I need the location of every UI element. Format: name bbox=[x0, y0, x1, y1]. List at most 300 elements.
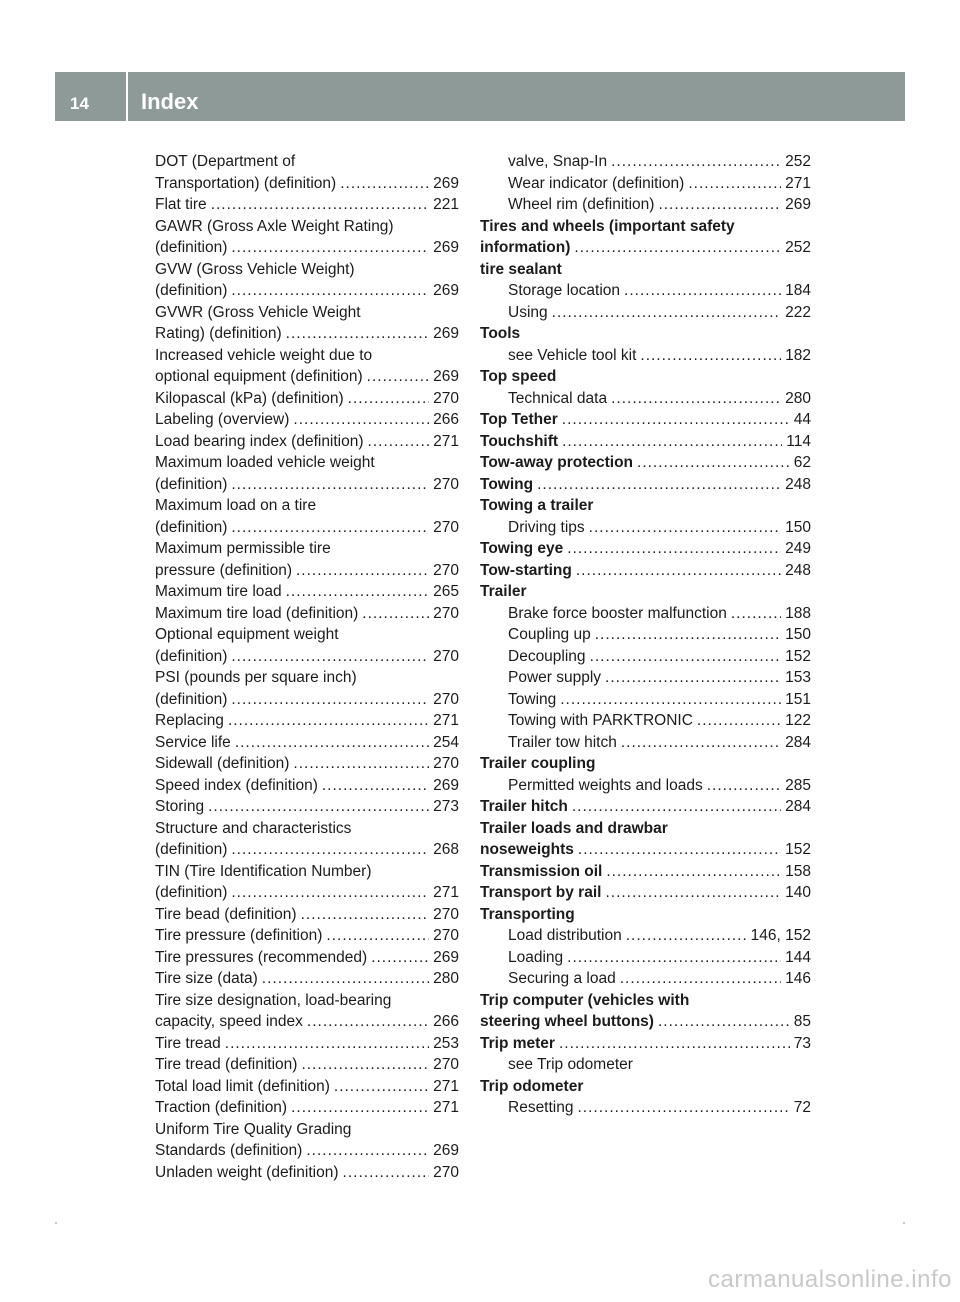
entry-term: Securing a load bbox=[508, 970, 616, 987]
dot-leader bbox=[306, 1140, 429, 1162]
entry-term: Load bearing index (definition) bbox=[155, 432, 364, 450]
entry-line bbox=[155, 194, 459, 216]
entry-term: (definition) bbox=[155, 239, 228, 256]
index-entry bbox=[480, 280, 811, 302]
entry-page: 270 bbox=[433, 647, 459, 665]
entry-page: 271 bbox=[433, 884, 459, 901]
entry-text-line: Trailer loads and drawbar bbox=[480, 819, 668, 837]
entry-line bbox=[155, 560, 459, 582]
entry-page: 271 bbox=[433, 432, 459, 450]
index-entry bbox=[480, 861, 811, 883]
entry-term: Maximum tire load (definition) bbox=[155, 604, 359, 622]
entry-text-line: Tools bbox=[480, 325, 521, 342]
entry-line bbox=[480, 560, 811, 582]
dot-leader bbox=[334, 1076, 429, 1098]
entry-line bbox=[480, 302, 811, 324]
dot-leader bbox=[231, 474, 429, 496]
entry-term: Trip meter bbox=[480, 1034, 555, 1052]
index-entry bbox=[480, 216, 811, 259]
index-entry bbox=[480, 947, 811, 969]
entry-page: 271 bbox=[433, 1099, 459, 1116]
entry-page: 188 bbox=[785, 604, 811, 622]
dot-leader bbox=[572, 796, 781, 818]
entry-page: 254 bbox=[433, 733, 459, 751]
entry-term: Traction (definition) bbox=[155, 1099, 288, 1116]
entry-line bbox=[155, 474, 459, 496]
index-entry bbox=[480, 796, 811, 818]
dot-leader bbox=[340, 173, 429, 195]
entry-line bbox=[155, 517, 459, 539]
entry-page: 270 bbox=[433, 561, 459, 579]
entry-term: valve, Snap-In bbox=[508, 153, 608, 170]
entry-line bbox=[155, 925, 459, 947]
entry-term: pressure (definition) bbox=[155, 561, 292, 579]
dot-leader bbox=[560, 689, 781, 711]
index-entry bbox=[480, 882, 811, 904]
entry-line bbox=[480, 173, 811, 195]
index-entry bbox=[155, 624, 459, 667]
index-entry bbox=[480, 603, 811, 625]
dot-leader bbox=[611, 388, 781, 410]
index-entry bbox=[155, 947, 459, 969]
entry-page: 184 bbox=[785, 282, 811, 299]
index-entry bbox=[480, 366, 811, 388]
entry-line bbox=[480, 624, 811, 646]
index-entry bbox=[155, 581, 459, 603]
entry-line bbox=[480, 603, 811, 625]
entry-line bbox=[155, 1076, 459, 1098]
entry-page: 72 bbox=[793, 1099, 811, 1116]
entry-line bbox=[480, 689, 811, 711]
index-entry bbox=[480, 925, 811, 947]
entry-text-line: Uniform Tire Quality Grading bbox=[155, 1120, 352, 1138]
entry-page: 150 bbox=[785, 518, 811, 536]
index-entry bbox=[480, 1033, 811, 1055]
entry-page: 269 bbox=[433, 776, 459, 794]
entry-term: Storage location bbox=[508, 282, 621, 299]
index-entry bbox=[155, 925, 459, 947]
entry-page: 280 bbox=[433, 970, 459, 987]
entry-term: Trailer hitch bbox=[480, 798, 568, 815]
entry-term: Towing bbox=[508, 690, 557, 708]
entry-page: 152 bbox=[785, 647, 811, 665]
dot-leader bbox=[286, 323, 429, 345]
entry-line bbox=[155, 689, 459, 711]
entry-line bbox=[480, 452, 811, 474]
dot-leader bbox=[589, 517, 781, 539]
dot-leader bbox=[576, 560, 781, 582]
entry-page: 122 bbox=[785, 712, 811, 729]
index-entry bbox=[155, 345, 459, 388]
index-entry bbox=[480, 1054, 811, 1076]
entry-page: 269 bbox=[433, 948, 459, 966]
dot-leader bbox=[368, 431, 430, 453]
entry-term: Sidewall (definition) bbox=[155, 755, 290, 772]
entry-page: 151 bbox=[785, 690, 811, 708]
dot-leader bbox=[697, 710, 781, 732]
entry-page: 270 bbox=[433, 475, 459, 493]
entry-page: 266 bbox=[433, 411, 459, 428]
dot-leader bbox=[707, 775, 781, 797]
index-entry bbox=[480, 624, 811, 646]
entry-line bbox=[155, 904, 459, 926]
dot-leader bbox=[231, 280, 429, 302]
index-entry bbox=[480, 581, 811, 603]
index-entry bbox=[480, 431, 811, 453]
entry-page: 271 bbox=[433, 712, 459, 729]
entry-term: Trailer tow hitch bbox=[508, 733, 617, 751]
entry-text-line: PSI (pounds per square inch) bbox=[155, 669, 357, 686]
entry-term: Coupling up bbox=[508, 626, 591, 643]
entry-term: Technical data bbox=[508, 389, 608, 407]
entry-page: 44 bbox=[793, 411, 811, 428]
section-title: Index bbox=[141, 89, 199, 114]
entry-line bbox=[480, 775, 811, 797]
index-entry bbox=[480, 259, 811, 281]
dot-leader bbox=[640, 345, 781, 367]
entry-text-line: Optional equipment weight bbox=[155, 626, 339, 643]
corner-mark bbox=[903, 1222, 905, 1224]
index-entry bbox=[480, 818, 811, 861]
entry-text-line: Tires and wheels (important safety bbox=[480, 217, 735, 235]
index-entry bbox=[155, 904, 459, 926]
entry-term: Total load limit (definition) bbox=[155, 1077, 330, 1095]
dot-leader bbox=[211, 194, 429, 216]
entry-term: Tire size (data) bbox=[155, 970, 258, 987]
dot-leader bbox=[552, 302, 781, 324]
index-entry bbox=[155, 302, 459, 345]
index-entry bbox=[480, 194, 811, 216]
entry-page: 253 bbox=[433, 1034, 459, 1052]
dot-leader bbox=[624, 280, 781, 302]
dot-leader bbox=[225, 1033, 429, 1055]
entry-text-line: Maximum permissible tire bbox=[155, 540, 331, 557]
entry-page: 269 bbox=[433, 325, 459, 342]
entry-term: Service life bbox=[155, 733, 231, 751]
entry-text-line: Top speed bbox=[480, 368, 557, 385]
index-entry bbox=[480, 968, 811, 990]
index-entry bbox=[155, 259, 459, 302]
index-entry bbox=[155, 818, 459, 861]
entry-term: steering wheel buttons) bbox=[480, 1013, 654, 1030]
entry-term: Towing bbox=[480, 475, 534, 493]
entry-page: 270 bbox=[433, 690, 459, 708]
entry-term: Kilopascal (kPa) (definition) bbox=[155, 389, 344, 407]
entry-text-line: GVW (Gross Vehicle Weight) bbox=[155, 260, 355, 278]
index-entry bbox=[155, 667, 459, 710]
dot-leader bbox=[286, 581, 430, 603]
entry-text-line: Transporting bbox=[480, 905, 575, 923]
entry-page: 152 bbox=[785, 841, 811, 858]
index-entry bbox=[155, 495, 459, 538]
index-entry bbox=[480, 646, 811, 668]
entry-page: 270 bbox=[433, 905, 459, 923]
entry-page: 146, 152 bbox=[750, 927, 811, 944]
entry-page: 158 bbox=[785, 862, 811, 880]
entry-term: Unladen weight (definition) bbox=[155, 1163, 339, 1181]
entry-page: 280 bbox=[785, 389, 811, 407]
dot-leader bbox=[577, 1097, 789, 1119]
entry-text-line: DOT (Department of bbox=[155, 153, 296, 170]
entry-line bbox=[155, 968, 459, 990]
entry-page: 221 bbox=[433, 196, 459, 213]
entry-term: Tire pressure (definition) bbox=[155, 927, 323, 944]
entry-term: Tire pressures (recommended) bbox=[155, 948, 368, 966]
index-entry bbox=[155, 216, 459, 259]
index-entry bbox=[155, 151, 459, 194]
index-entry bbox=[155, 968, 459, 990]
entry-line bbox=[155, 323, 459, 345]
entry-line bbox=[155, 947, 459, 969]
dot-leader bbox=[595, 624, 781, 646]
entry-page: 266 bbox=[433, 1013, 459, 1030]
index-entry bbox=[155, 775, 459, 797]
entry-text-line: Maximum load on a tire bbox=[155, 497, 317, 514]
entry-term: Transmission oil bbox=[480, 862, 603, 880]
dot-leader bbox=[231, 882, 429, 904]
entry-text-line: Tire size designation, load-bearing bbox=[155, 991, 392, 1009]
entry-text-line: Structure and characteristics bbox=[155, 819, 352, 837]
entry-text-line: Trip odometer bbox=[480, 1077, 584, 1095]
entry-page: 269 bbox=[785, 196, 811, 213]
entry-term: Resetting bbox=[508, 1099, 574, 1116]
index-entry bbox=[480, 904, 811, 926]
entry-term: Labeling (overview) bbox=[155, 411, 290, 428]
dot-leader bbox=[606, 861, 781, 883]
entry-term: Tow-away protection bbox=[480, 454, 634, 471]
entry-term: Maximum tire load bbox=[155, 583, 282, 600]
dot-leader bbox=[231, 517, 429, 539]
dot-leader bbox=[731, 603, 781, 625]
index-entry bbox=[480, 538, 811, 560]
entry-line bbox=[480, 947, 811, 969]
entry-page: 270 bbox=[433, 755, 459, 772]
index-entry bbox=[480, 990, 811, 1033]
index-entry bbox=[155, 431, 459, 453]
dot-leader bbox=[688, 173, 781, 195]
index-entry bbox=[480, 517, 811, 539]
entry-term: see Vehicle tool kit bbox=[508, 346, 637, 364]
entry-page: 62 bbox=[793, 454, 811, 471]
entry-line bbox=[480, 925, 811, 947]
entry-page: 248 bbox=[785, 475, 811, 493]
entry-text-line: see Trip odometer bbox=[508, 1056, 633, 1073]
entry-line bbox=[155, 732, 459, 754]
dot-leader bbox=[326, 925, 429, 947]
index-entry bbox=[480, 667, 811, 689]
index-entry bbox=[155, 603, 459, 625]
index-entry bbox=[480, 1097, 811, 1119]
entry-term: Speed index (definition) bbox=[155, 776, 318, 794]
entry-term: Permitted weights and loads bbox=[508, 776, 703, 794]
entry-line bbox=[480, 710, 811, 732]
entry-page: 182 bbox=[785, 346, 811, 364]
index-entry bbox=[480, 495, 811, 517]
entry-text-line: GVWR (Gross Vehicle Weight bbox=[155, 303, 361, 321]
index-entry bbox=[155, 861, 459, 904]
entry-line bbox=[155, 280, 459, 302]
index-entry bbox=[155, 990, 459, 1033]
index-column-right bbox=[480, 151, 811, 1119]
dot-leader bbox=[293, 409, 429, 431]
entry-page: 252 bbox=[785, 153, 811, 170]
index-entry bbox=[155, 1033, 459, 1055]
entry-term: Top Tether bbox=[480, 411, 558, 428]
entry-page: 140 bbox=[785, 884, 811, 901]
entry-page: 270 bbox=[433, 518, 459, 536]
entry-line bbox=[480, 1033, 811, 1055]
entry-line bbox=[155, 1097, 459, 1119]
dot-leader bbox=[574, 237, 781, 259]
dot-leader bbox=[637, 452, 790, 474]
index-entry bbox=[480, 689, 811, 711]
index-entry bbox=[155, 388, 459, 410]
dot-leader bbox=[621, 732, 781, 754]
entry-term: optional equipment (definition) bbox=[155, 368, 363, 385]
dot-leader bbox=[293, 753, 429, 775]
entry-term: Transportation) (definition) bbox=[155, 174, 337, 192]
entry-text-line: TIN (Tire Identification Number) bbox=[155, 862, 372, 880]
entry-page: 153 bbox=[785, 669, 811, 686]
index-entry bbox=[480, 345, 811, 367]
entry-term: Transport by rail bbox=[480, 884, 602, 901]
index-entry bbox=[480, 452, 811, 474]
entry-page: 146 bbox=[785, 970, 811, 987]
entry-term: Replacing bbox=[155, 712, 224, 729]
entry-page: 285 bbox=[785, 776, 811, 794]
dot-leader bbox=[537, 474, 781, 496]
watermark: carmanualsonline.info bbox=[708, 1266, 952, 1293]
dot-leader bbox=[262, 968, 429, 990]
entry-line bbox=[155, 710, 459, 732]
dot-leader bbox=[231, 646, 429, 668]
entry-page: 273 bbox=[433, 798, 459, 815]
entry-page: 222 bbox=[785, 303, 811, 321]
dot-leader bbox=[562, 431, 782, 453]
dot-leader bbox=[567, 947, 781, 969]
index-entry bbox=[480, 302, 811, 324]
entry-line bbox=[155, 603, 459, 625]
entry-term: Standards (definition) bbox=[155, 1142, 303, 1159]
entry-line bbox=[155, 388, 459, 410]
entry-term: Wear indicator (definition) bbox=[508, 174, 685, 192]
dot-leader bbox=[590, 646, 782, 668]
dot-leader bbox=[658, 194, 781, 216]
index-entry bbox=[480, 753, 811, 775]
entry-page: 252 bbox=[785, 239, 811, 256]
entry-page: 270 bbox=[433, 1163, 459, 1181]
entry-term: Power supply bbox=[508, 669, 602, 686]
entry-line bbox=[480, 474, 811, 496]
entry-term: (definition) bbox=[155, 518, 228, 536]
entry-line bbox=[155, 775, 459, 797]
index-entry bbox=[480, 474, 811, 496]
entry-page: 248 bbox=[785, 561, 811, 579]
index-entry bbox=[155, 1162, 459, 1184]
entry-page: 270 bbox=[433, 927, 459, 944]
entry-page: 144 bbox=[785, 948, 811, 966]
entry-line bbox=[155, 237, 459, 259]
entry-line bbox=[480, 861, 811, 883]
dot-leader bbox=[231, 237, 429, 259]
entry-page: 284 bbox=[785, 733, 811, 751]
index-entry bbox=[155, 452, 459, 495]
index-entry bbox=[480, 151, 811, 173]
entry-line bbox=[155, 409, 459, 431]
entry-line bbox=[480, 237, 811, 259]
entry-line bbox=[480, 667, 811, 689]
dot-leader bbox=[348, 388, 429, 410]
entry-page: 150 bbox=[785, 626, 811, 643]
index-entry bbox=[480, 1076, 811, 1098]
entry-term: Flat tire bbox=[155, 196, 207, 213]
dot-leader bbox=[291, 1097, 429, 1119]
dot-leader bbox=[626, 925, 747, 947]
entry-page: 269 bbox=[433, 282, 459, 299]
entry-term: (definition) bbox=[155, 282, 228, 299]
index-entry bbox=[480, 775, 811, 797]
index-entry bbox=[155, 710, 459, 732]
entry-line bbox=[155, 796, 459, 818]
entry-term: information) bbox=[480, 239, 571, 256]
dot-leader bbox=[228, 710, 429, 732]
dot-leader bbox=[605, 882, 781, 904]
entry-line bbox=[480, 409, 811, 431]
entry-text-line: GAWR (Gross Axle Weight Rating) bbox=[155, 217, 394, 235]
index-entry bbox=[155, 1054, 459, 1076]
entry-line bbox=[480, 1011, 811, 1033]
dot-leader bbox=[343, 1162, 430, 1184]
entry-page: 85 bbox=[793, 1013, 811, 1030]
index-entry bbox=[480, 388, 811, 410]
entry-term: Tire tread bbox=[155, 1034, 221, 1052]
entry-text-line: Trip computer (vehicles with bbox=[480, 991, 690, 1009]
index-entry bbox=[155, 1119, 459, 1162]
dot-leader bbox=[658, 1011, 790, 1033]
entry-term: Tire tread (definition) bbox=[155, 1056, 298, 1073]
entry-page: 269 bbox=[433, 368, 459, 385]
entry-term: Storing bbox=[155, 798, 205, 815]
entry-line bbox=[480, 1097, 811, 1119]
entry-line bbox=[480, 968, 811, 990]
entry-page: 114 bbox=[786, 432, 811, 450]
dot-leader bbox=[620, 968, 781, 990]
entry-line bbox=[480, 280, 811, 302]
entry-page: 271 bbox=[785, 174, 811, 192]
dot-leader bbox=[578, 839, 781, 861]
dot-leader bbox=[605, 667, 781, 689]
dot-leader bbox=[231, 689, 429, 711]
entry-term: Using bbox=[508, 303, 548, 321]
index-entry bbox=[155, 796, 459, 818]
entry-page: 270 bbox=[433, 1056, 459, 1073]
entry-page: 249 bbox=[785, 540, 811, 557]
index-entry bbox=[155, 1097, 459, 1119]
index-entry bbox=[155, 409, 459, 431]
header-divider bbox=[126, 72, 128, 121]
dot-leader bbox=[307, 1011, 429, 1033]
entry-line bbox=[480, 345, 811, 367]
dot-leader bbox=[567, 538, 781, 560]
entry-text-line: Maximum loaded vehicle weight bbox=[155, 454, 375, 471]
entry-line bbox=[155, 366, 459, 388]
entry-term: capacity, speed index bbox=[155, 1013, 303, 1030]
entry-term: Rating) (definition) bbox=[155, 325, 282, 342]
entry-line bbox=[155, 1140, 459, 1162]
entry-line bbox=[480, 796, 811, 818]
entry-line bbox=[480, 839, 811, 861]
entry-line bbox=[155, 173, 459, 195]
